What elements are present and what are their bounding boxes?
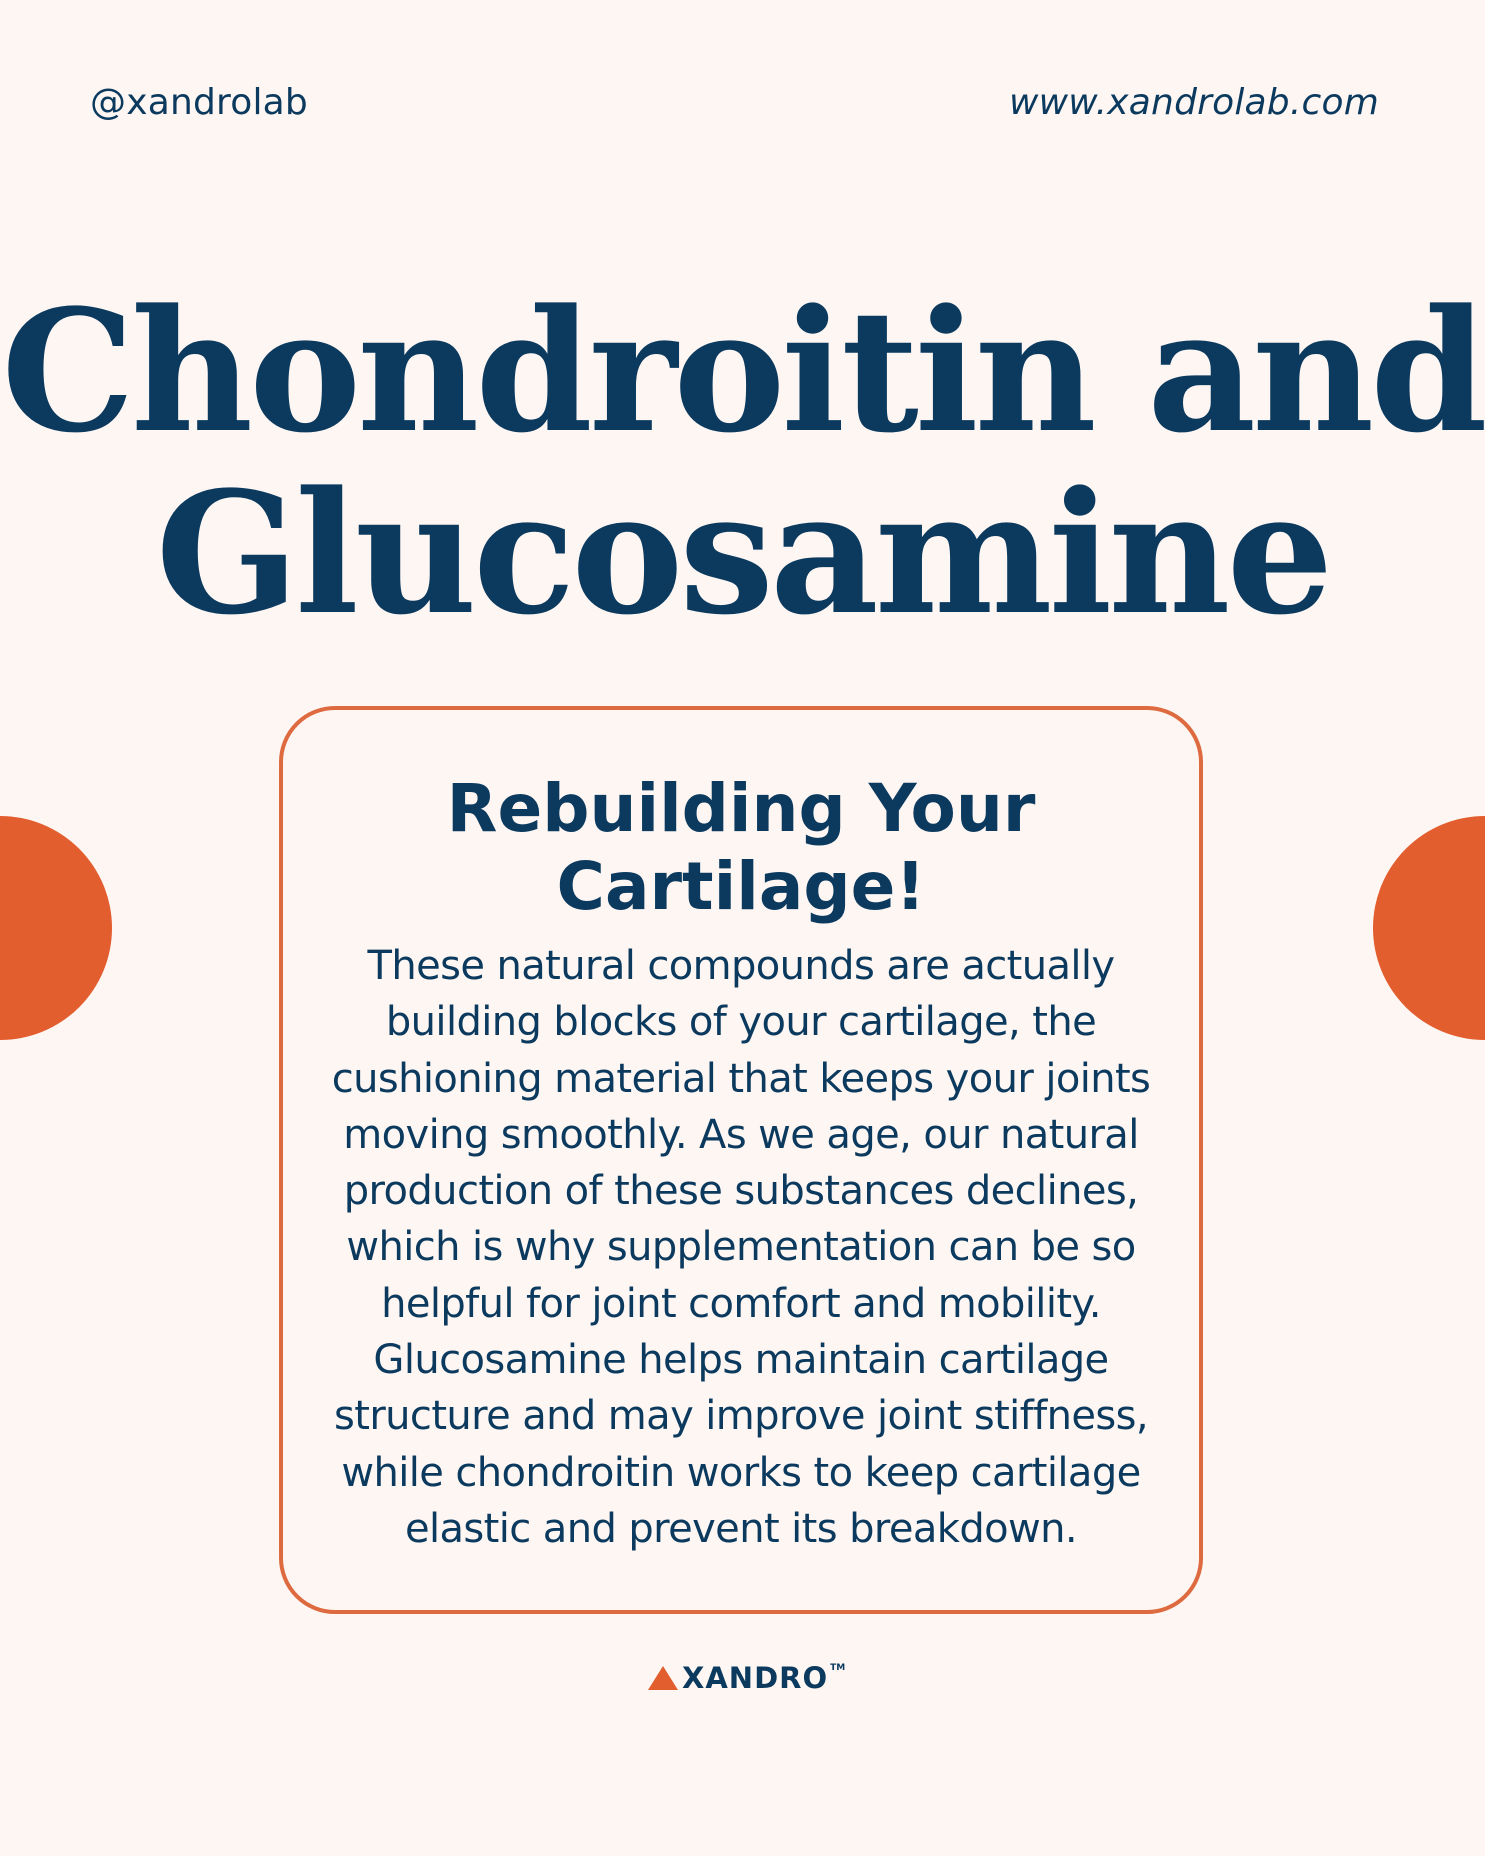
page-title (0, 272, 1485, 652)
card-body-line: production of these substances declines, (343, 1168, 1139, 1215)
card-body-line: moving smoothly. As we age, our natural (343, 1111, 1139, 1158)
card-heading-line: Cartilage! (556, 848, 926, 925)
brand-logo (648, 1660, 845, 1696)
card-body-line: These natural compounds are actually (367, 943, 1115, 989)
card-body-line: elastic and prevent its breakdown. (405, 1505, 1077, 1552)
right-half-circle-decoration (1373, 816, 1485, 1040)
website-url: www.xandrolab.com (1009, 82, 1379, 123)
card-body-line: while chondroitin works to keep cartilage (341, 1449, 1141, 1496)
card-heading (323, 770, 1159, 926)
card-body-line: structure and may improve joint stiffness, (334, 1393, 1148, 1440)
card-body-line: building blocks of your cartilage, the (385, 999, 1097, 1046)
info-card (279, 706, 1203, 1614)
social-handle: @xandrolab (90, 82, 308, 123)
page-title-line-2: Glucosamine (155, 454, 1330, 652)
brand-name: XANDRO (682, 1661, 829, 1695)
card-body-line: which is why supplementation can be so (346, 1224, 1136, 1271)
trademark-symbol: TM (830, 1663, 846, 1673)
card-heading-line: Rebuilding Your (446, 770, 1036, 847)
card-body-line: cushioning material that keeps your joints (331, 1055, 1151, 1102)
card-body-line: helpful for joint comfort and mobility. (381, 1280, 1101, 1327)
card-body-text (313, 938, 1169, 1557)
page-title-line-1: Chondroitin and (1, 272, 1484, 470)
card-body-line: Glucosamine helps maintain cartilage (373, 1337, 1109, 1384)
triangle-logo-icon (648, 1666, 678, 1690)
left-half-circle-decoration (0, 816, 112, 1040)
